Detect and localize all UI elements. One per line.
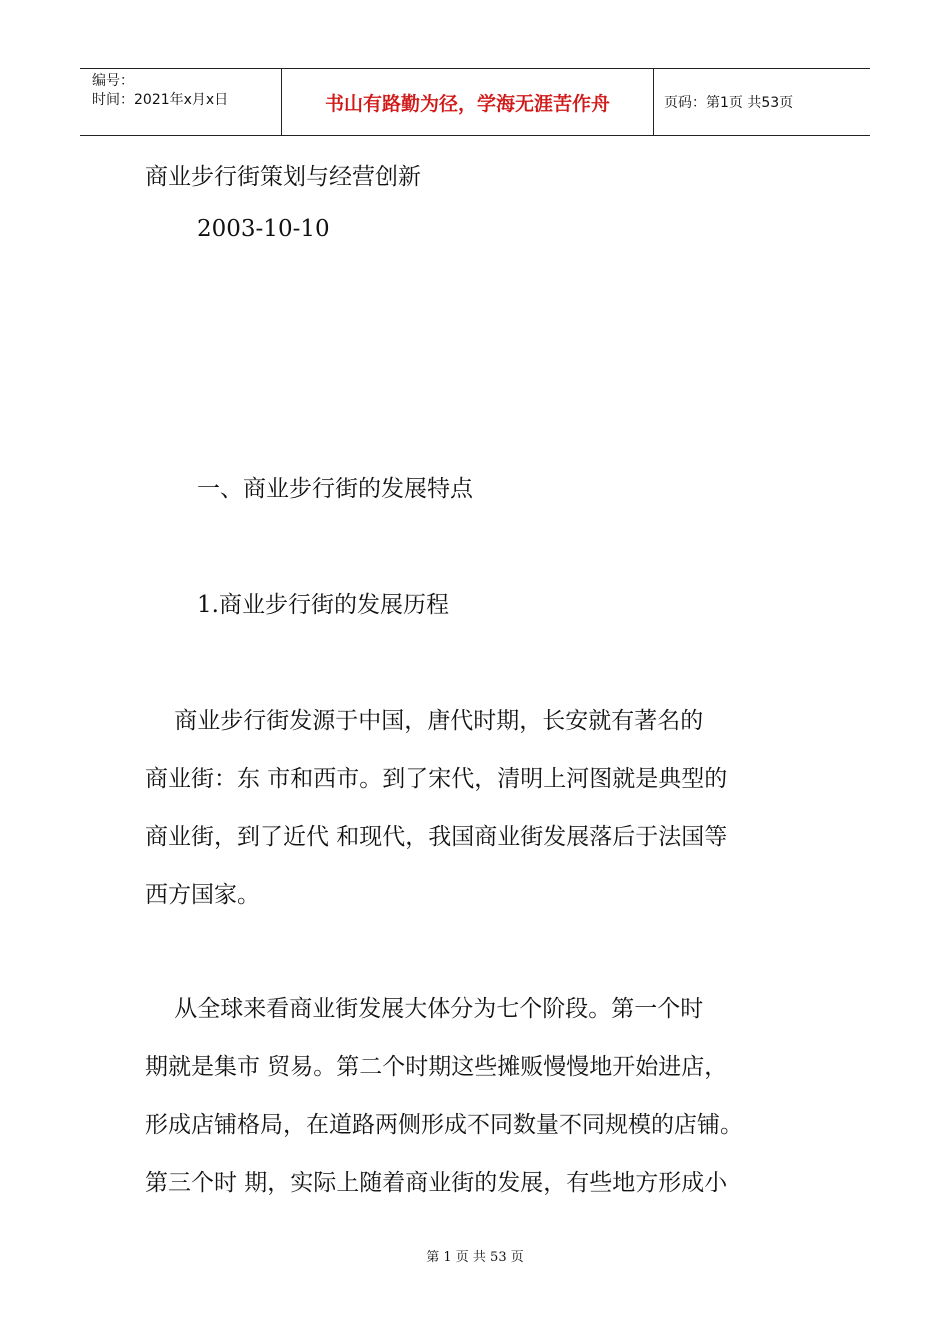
subsection-heading: 1.商业步行街的发展历程 [197,592,449,618]
paragraph-line: 形成店铺格局，在道路两侧形成不同数量不同规模的店铺。 [145,1112,743,1138]
paragraph-line: 商业街，到了近代 和现代，我国商业街发展落后于法国等 [145,824,728,850]
paragraph-1 [145,692,800,924]
document-title: 商业步行街策划与经营创新 [145,164,421,190]
header-page-info: 页码：第1页 共53页 [664,95,794,111]
paragraph-line: 第三个时 期，实际上随着商业街的发展，有些地方形成小 [145,1170,728,1196]
paragraph-line: 西方国家。 [145,882,260,908]
paragraph-line: 期就是集市 贸易。第二个时期这些摊贩慢慢地开始进店， [145,1054,728,1080]
document-time-label: 时间：2021年x月x日 [92,92,229,108]
header-meta [80,69,282,135]
header-motto: 书山有路勤为径，学海无涯苦作舟 [282,69,654,135]
page-footer: 第 1 页 共 53 页 [426,1250,524,1265]
document-number-label: 编号： [92,73,134,89]
paragraph-line: 商业步行街发源于中国，唐代时期，长安就有著名的 [145,708,704,734]
paragraph-2 [145,980,800,1212]
page-header [80,68,870,136]
paragraph-line: 商业街：东 市和西市。到了宋代，清明上河图就是典型的 [145,766,728,792]
section-heading: 一、商业步行街的发展特点 [197,476,473,502]
document-date: 2003-10-10 [197,216,330,242]
paragraph-line: 从全球来看商业街发展大体分为七个阶段。第一个时 [145,996,704,1022]
